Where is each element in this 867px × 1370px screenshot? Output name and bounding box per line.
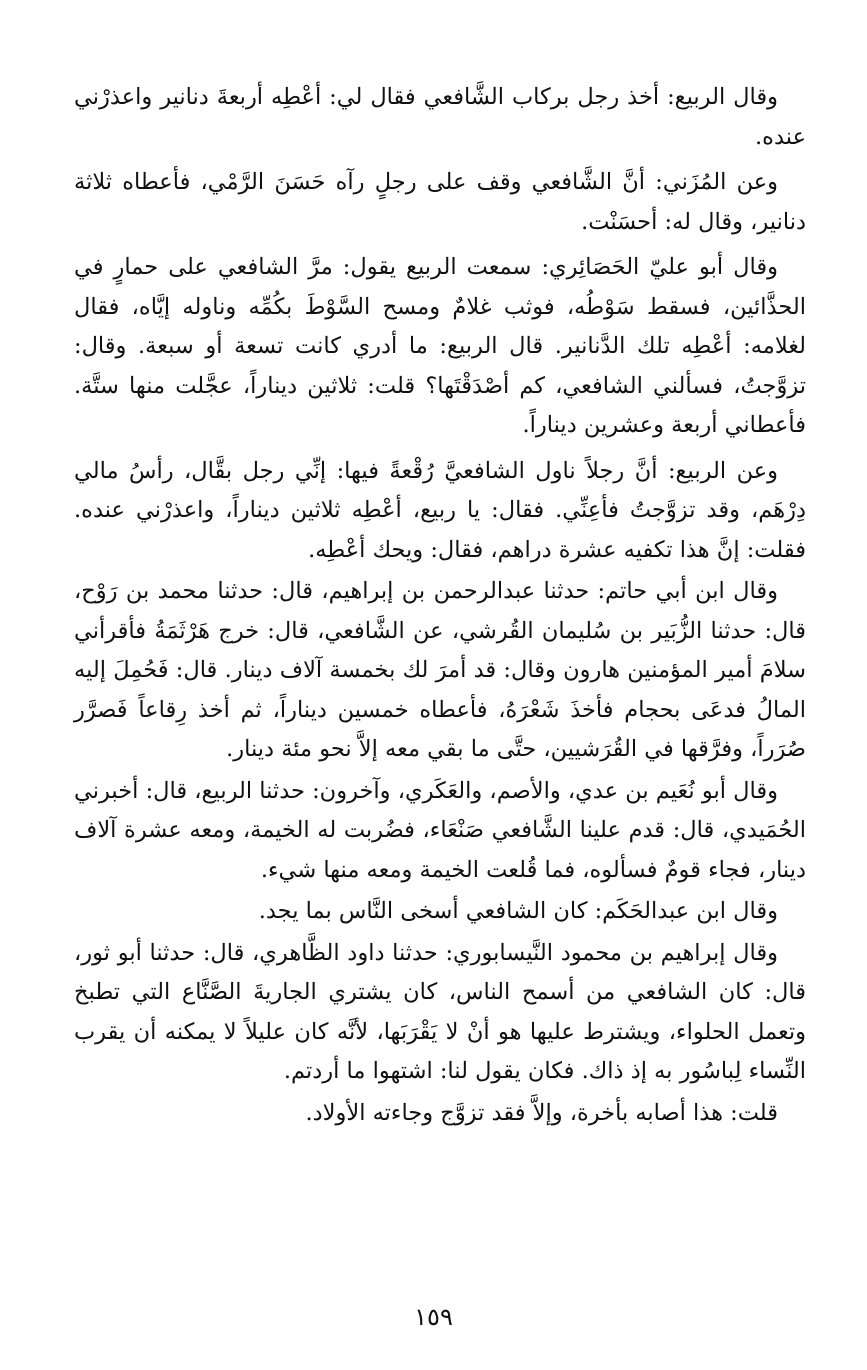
page-number: ١٥٩ xyxy=(414,1303,453,1331)
paragraph-hasairi-whip: وقال أبو عليّ الحَصَائِري: سمعت الربيع يقول: مرَّ الشافعي على حمارٍ في الحذَّائين، فسقط سَوْطُه، فوثب غلامٌ ومسح السَّوْطَ بكُمِّه وناوله إيَّاه، فقال لغلامه: أعْطِه تلك الدَّنانير. قال الربيع: ما أدري كانت تسعة أو سبعة. وقال: تزوَّجتُ، فسألني الشافعي، كم أصْدَقْتَها؟ قلت: ثلاثين ديناراً، عجَّلت منها ستَّة. فأعطاني أربعة وعشرين ديناراً. xyxy=(74,254,806,438)
paragraph-author-note: قلت: هذا أصابه بأخرة، وإلاَّ فقد تزوَّج وجاءته الأولاد. xyxy=(305,1099,778,1126)
paragraph-muzani-archer: وعن المُزَني: أنَّ الشَّافعي وقف على رجلٍ رآه حَسَنَ الرَّمْي، فأعطاه ثلاثة دنانير، وقال له: أحسَنْت. xyxy=(74,169,806,235)
paragraph-ibn-abdulhakam: وقال ابن عبدالحَكَم: كان الشافعي أسخى النَّاس بما يجد. xyxy=(258,898,778,924)
paragraph-abu-thawr: وقال إبراهيم بن محمود النَّيسابوري: حدثنا داود الظَّاهري، قال: حدثنا أبو ثور، قال: كان الشافعي من أسمح الناس، كان يشتري الجاريةَ الصَّنَّاع التي تطبخ وتعمل الحلواء، ويشترط عليها هو أنْ لا يَقْرَبَها، لأنَّه كان عليلاً لا يمكنه أن يقرب النِّساء لِباسُور به إذ ذاك. فكان يقول لنا: اشتهوا ما أردتم. xyxy=(74,939,806,1084)
paragraph-grocer-note: وعن الربيع: أنَّ رجلاً ناول الشافعيَّ رُقْعةً فيها: إنِّي رجل بقَّال، رأسُ مالي دِرْهَم، وقد تزوَّجتُ فأعِنِّي. فقال: يا ربيع، أعْطِه ثلاثين ديناراً، واعذرْني عنده. فقلت: إنَّ هذا تكفيه عشرة دراهم، فقال: ويحك أعْطِه. xyxy=(74,457,806,563)
paragraph-rabi-stirrup: وقال الربيع: أخذ رجل بركاب الشَّافعي فقال لي: أعْطِه أربعةَ دنانير واعذرْني عنده. xyxy=(74,84,806,150)
paragraph-harthama-gift: وقال ابن أبي حاتم: حدثنا عبدالرحمن بن إبراهيم، قال: حدثنا محمد بن رَوْح، قال: حدثنا الزُّبَير بن سُليمان القُرشي، عن الشَّافعي، قال: خرج هَرْثَمَةُ فأقرأني سلامَ أمير المؤمنين هارون وقال: قد أمرَ لك بخمسة آلاف دينار. قال: فَحُمِلَ إليه المالُ فدعَى بحجام فأخذَ شَعْرَهُ، فأعطاه خمسين ديناراً، ثم أخذ رِقاعاً فَصرَّر صُرَراً، وفرَّقها في القُرَشيين، حتَّى ما بقي معه إلاَّ نحو مئة دينار. xyxy=(74,578,806,762)
page-body xyxy=(74,78,806,1135)
paragraph-sanaa-tent: وقال أبو نُعَيم بن عدي، والأصم، والعَكَري، وآخرون: حدثنا الربيع، قال: أخبرني الحُمَيدي، قال: قدم علينا الشَّافعي صَنْعَاء، فضُربت له الخيمة، ومعه عشرة آلاف دينار، فجاء قومٌ فسألوه، فما قُلعت الخيمة ومعه منها شيء. xyxy=(74,777,806,883)
